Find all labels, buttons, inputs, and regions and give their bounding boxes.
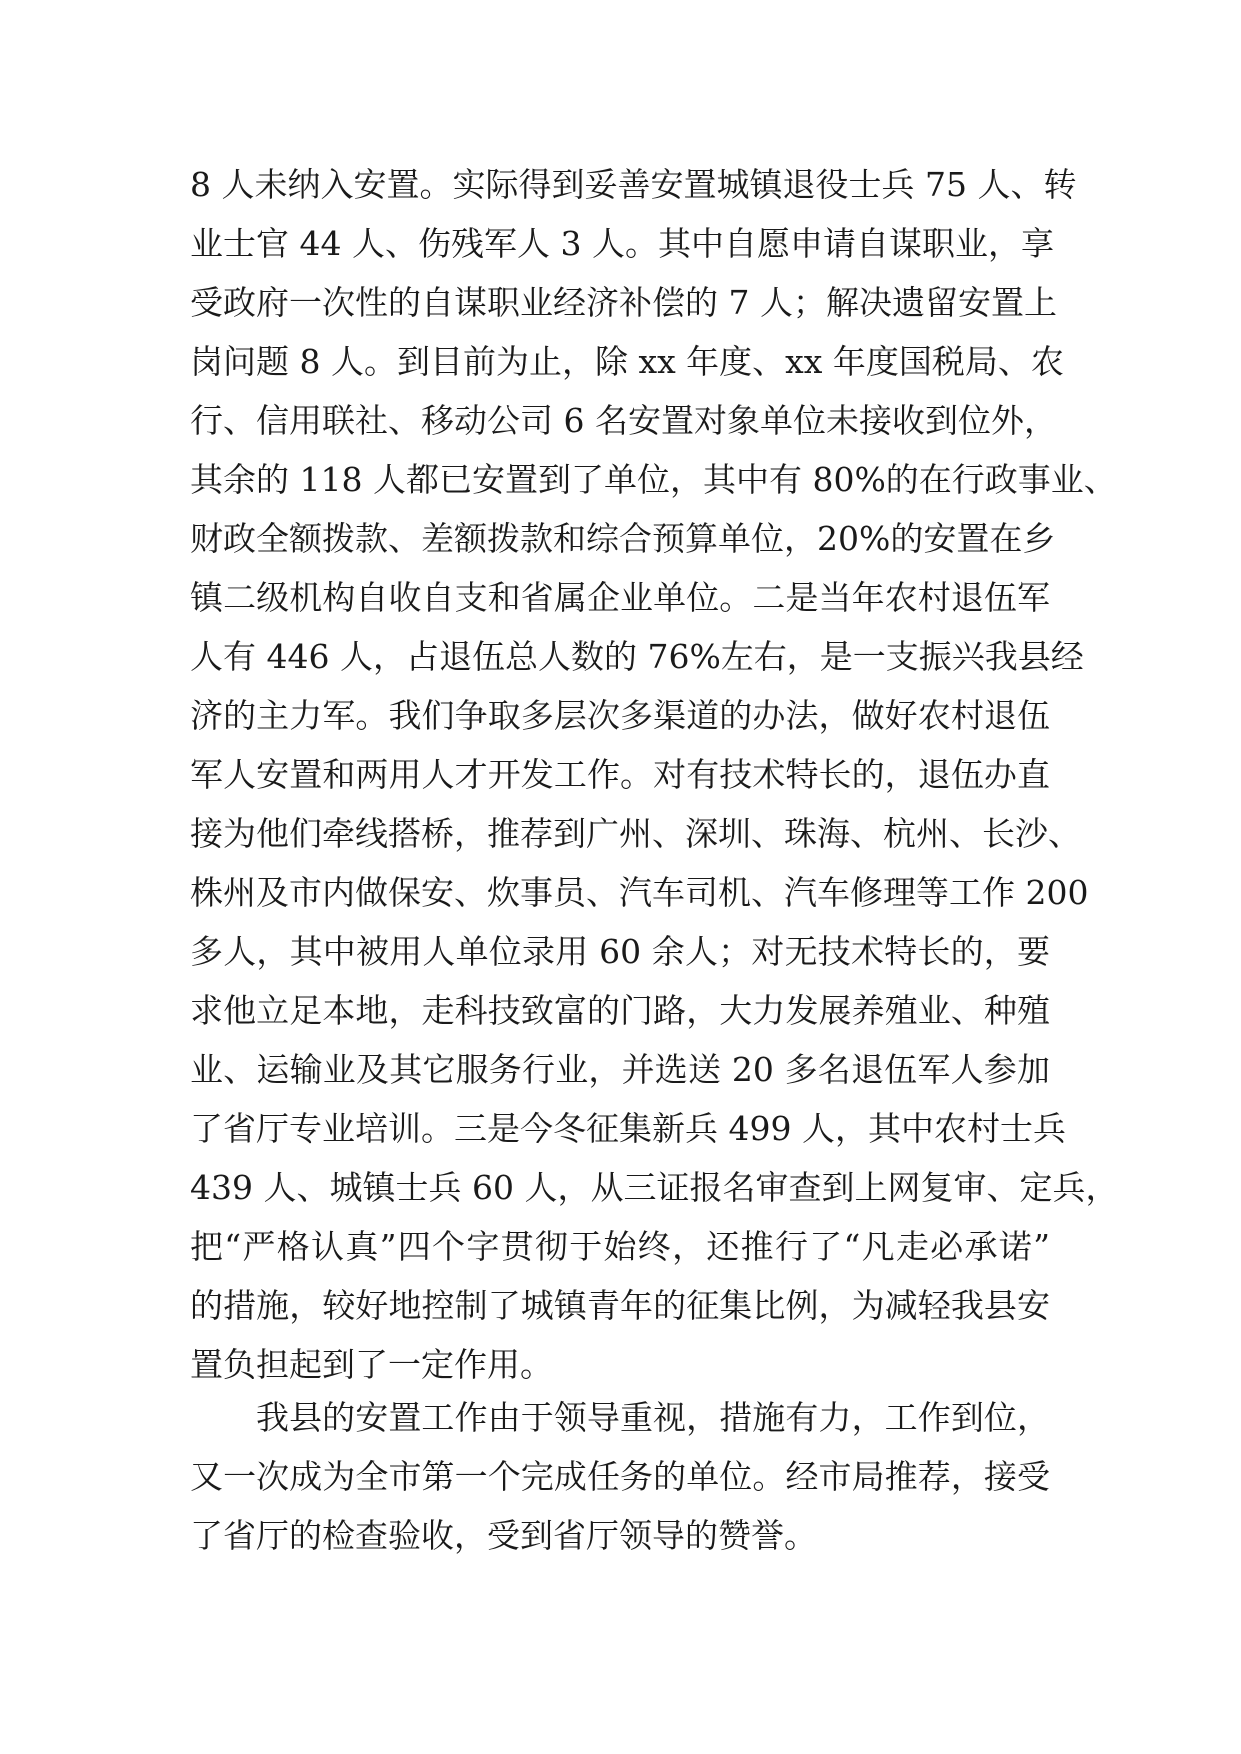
paragraph-line: 业士官 44 人、伤残军人 3 人。其中自愿申请自谋职业，享 xyxy=(190,224,1054,263)
paragraph-line: 财政全额拨款、差额拨款和综合预算单位，20%的安置在乡 xyxy=(190,519,1056,558)
paragraph-line: 其余的 118 人都已安置到了单位，其中有 80%的在行政事业、 xyxy=(190,460,1117,499)
paragraph-line: 置负担起到了一定作用。 xyxy=(190,1345,553,1384)
paragraph-line: 人有 446 人，占退伍总人数的 76%左右，是一支振兴我县经 xyxy=(190,637,1084,676)
paragraph-line: 又一次成为全市第一个完成任务的单位。经市局推荐，接受 xyxy=(190,1457,1050,1496)
paragraph-line: 的措施，较好地控制了城镇青年的征集比例，为减轻我县安 xyxy=(190,1286,1050,1325)
paragraph-line: 行、信用联社、移动公司 6 名安置对象单位未接收到位外， xyxy=(190,401,1057,440)
paragraph-line: 株州及市内做保安、炊事员、汽车司机、汽车修理等工作 200 xyxy=(190,873,1089,912)
paragraph-line: 把“严格认真”四个字贯彻于始终，还推行了“凡走必承诺” xyxy=(190,1227,1050,1266)
paragraph-line: 镇二级机构自收自支和省属企业单位。二是当年农村退伍军 xyxy=(190,578,1050,617)
paragraph-line: 军人安置和两用人才开发工作。对有技术特长的，退伍办直 xyxy=(190,755,1050,794)
paragraph-line: 求他立足本地，走科技致富的门路，大力发展养殖业、种殖 xyxy=(190,991,1050,1030)
paragraph-line: 了省厅专业培训。三是今冬征集新兵 499 人，其中农村士兵 xyxy=(190,1109,1066,1148)
paragraph-line: 多人，其中被用人单位录用 60 余人；对无技术特长的，要 xyxy=(190,932,1050,971)
paragraph-line: 济的主力军。我们争取多层次多渠道的办法，做好农村退伍 xyxy=(190,696,1050,735)
paragraph-line: 受政府一次性的自谋职业经济补偿的 7 人；解决遗留安置上 xyxy=(190,283,1057,322)
paragraph-line: 了省厅的检查验收，受到省厅领导的赞誉。 xyxy=(190,1516,817,1555)
paragraph-line: 接为他们牵线搭桥，推荐到广州、深圳、珠海、杭州、长沙、 xyxy=(190,814,1081,853)
paragraph-line: 8 人未纳入安置。实际得到妥善安置城镇退役士兵 75 人、转 xyxy=(190,165,1077,204)
paragraph-2 xyxy=(190,1388,1050,1565)
paragraph-line: 我县的安置工作由于领导重视，措施有力，工作到位， xyxy=(256,1398,1050,1437)
paragraph-1 xyxy=(190,155,1119,1394)
paragraph-line: 岗问题 8 人。到目前为止，除 xx 年度、xx 年度国税局、农 xyxy=(190,342,1064,381)
paragraph-line: 439 人、城镇士兵 60 人，从三证报名审查到上网复审、定兵， xyxy=(190,1168,1119,1207)
paragraph-line: 业、运输业及其它服务行业，并选送 20 多名退伍军人参加 xyxy=(190,1050,1050,1089)
